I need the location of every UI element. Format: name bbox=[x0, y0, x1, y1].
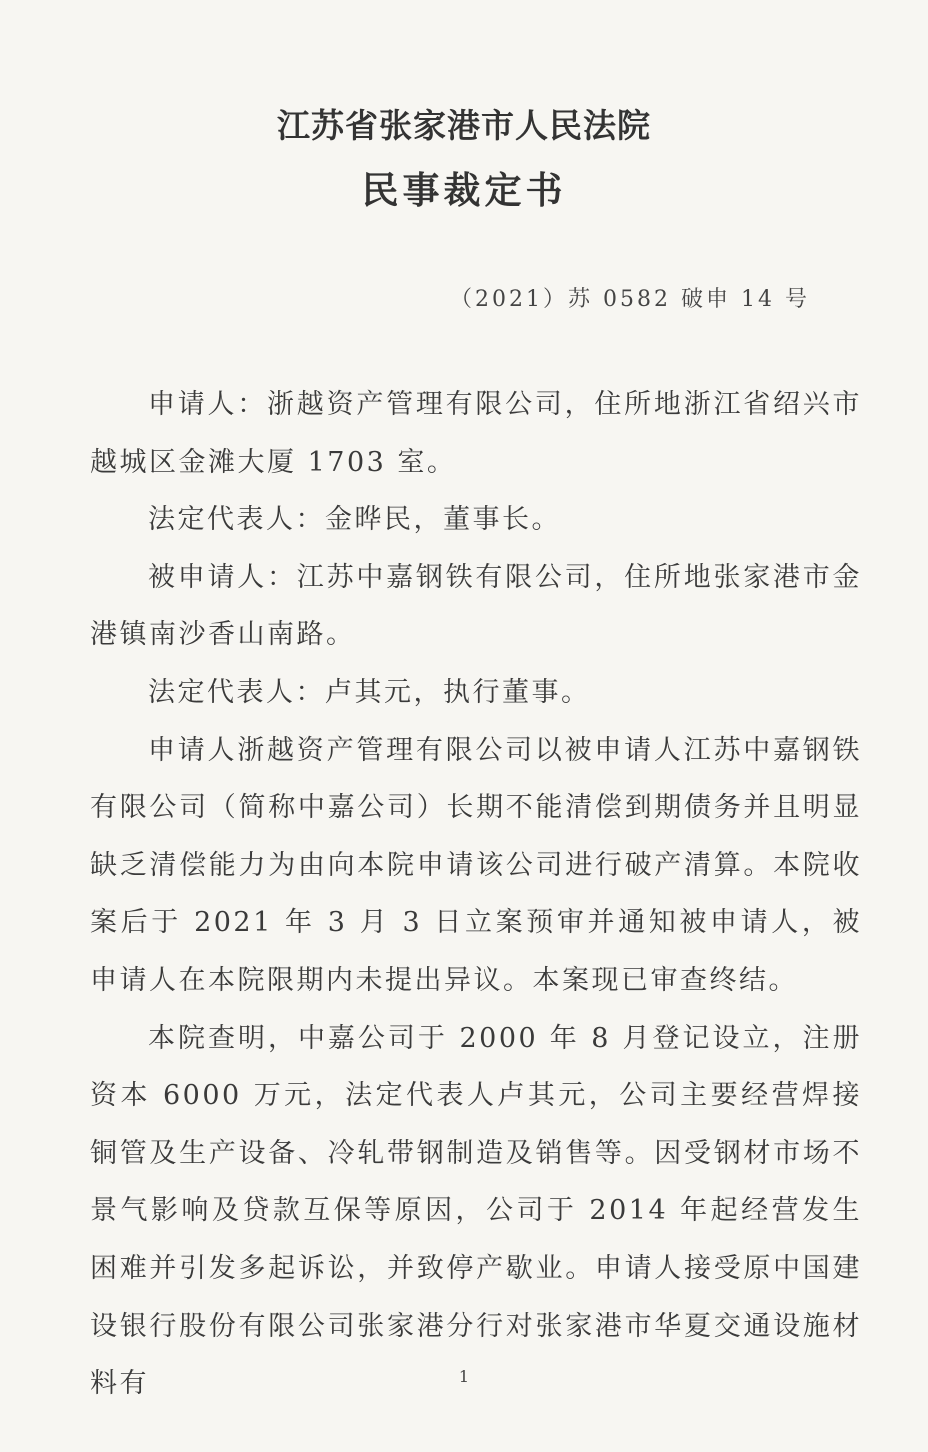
applicant-representative-paragraph: 法定代表人：金晔民，董事长。 bbox=[148, 504, 561, 536]
court-name: 江苏省张家港市人民法院 bbox=[277, 106, 651, 145]
respondent-paragraph: 被申请人：江苏中嘉钢铁有限公司，住所地张家港市金港镇南沙香山南路。 bbox=[90, 561, 862, 651]
application-paragraph: 申请人浙越资产管理有限公司以被申请人江苏中嘉钢铁有限公司（简称中嘉公司）长期不能清偿到期债务并且明显缺乏清偿能力为由向本院申请该公司进行破产清算。本院收案后于 2021 年 3 月 3 日立案预审并通知被申请人，被申请人在本院限期内未提出异议。本案现已审查终结。 bbox=[90, 734, 862, 996]
page-number: 1 bbox=[458, 1367, 470, 1386]
document-title: 民事裁定书 bbox=[361, 168, 567, 212]
respondent-representative-paragraph: 法定代表人：卢其元，执行董事。 bbox=[148, 676, 591, 708]
case-number: （2021）苏 0582 破申 14 号 bbox=[450, 287, 810, 312]
applicant-paragraph: 申请人：浙越资产管理有限公司，住所地浙江省绍兴市越城区金滩大厦 1703 室。 bbox=[90, 389, 862, 478]
findings-paragraph: 本院查明，中嘉公司于 2000 年 8 月登记设立，注册资本 6000 万元，法定代表人卢其元，公司主要经营焊接铜管及生产设备、冷轧带钢制造及销售等。因受钢材市场不景气影响及贷款互保等原因，公司于 2014 年起经营发生困难并引发多起诉讼，并致停产歇业。申请人接受原中国建设银行股份有限公司张家港分行对张家港市华夏交通设施材料有 bbox=[90, 1022, 862, 1400]
document-body bbox=[90, 376, 862, 1413]
